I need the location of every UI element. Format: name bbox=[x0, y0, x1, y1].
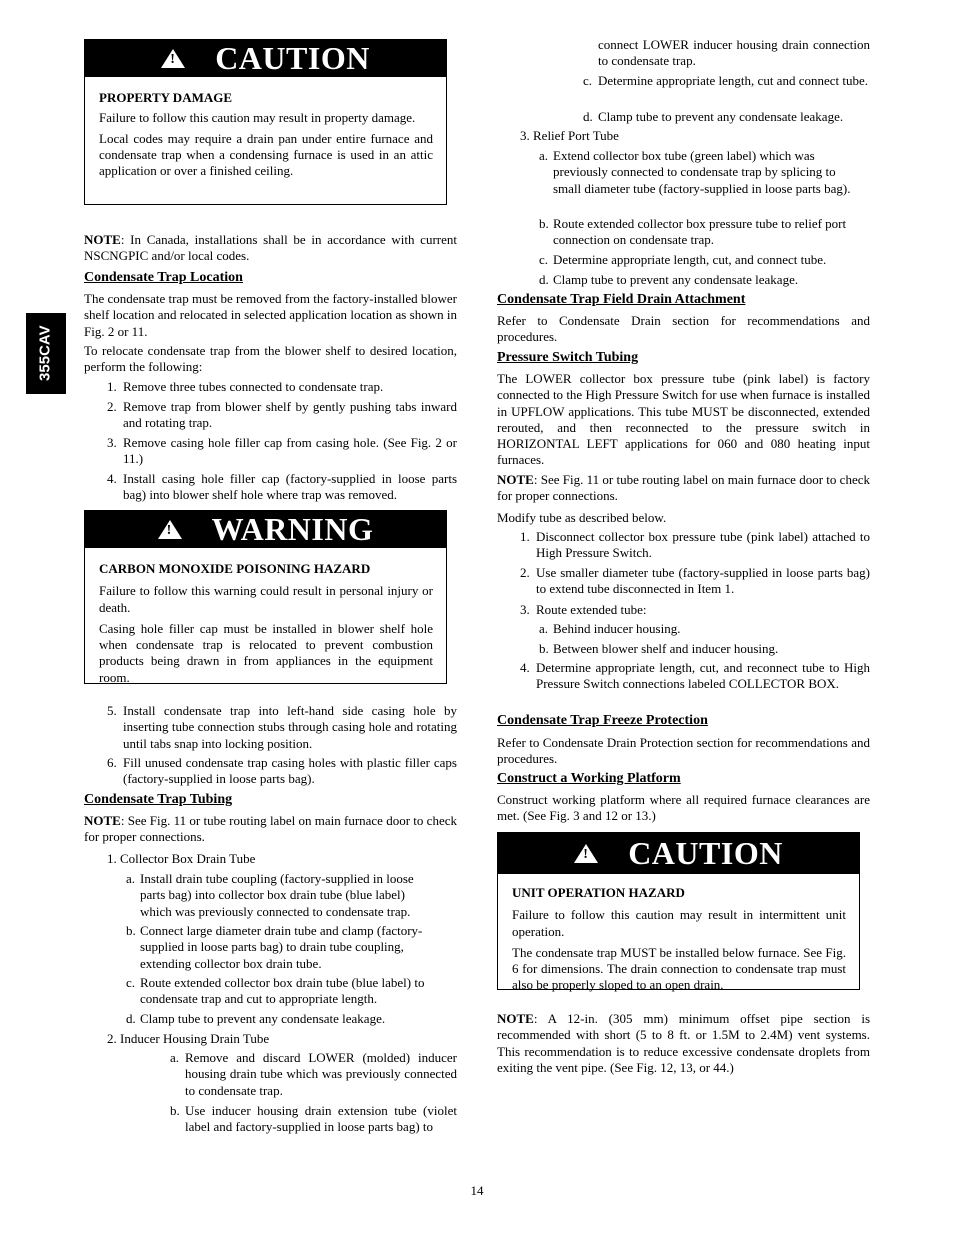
warning-triangle-icon bbox=[574, 844, 598, 863]
field-drain-para: Refer to Condensate Drain section for recommendations and procedures. bbox=[497, 313, 870, 345]
warning-triangle-icon bbox=[161, 49, 185, 68]
sub-item: d. Clamp tube to prevent any condensate leakage. bbox=[126, 1011, 386, 1026]
list-item: 5. Install condensate trap into left-hand side casing hole by inserting tube connection stubs through casing hole and rotating until tabs snap into locking position. bbox=[107, 703, 457, 751]
list-item-inducer-housing: 2. Inducer Housing Drain Tube bbox=[107, 1031, 270, 1046]
sub-item: b. Connect large diameter drain tube and clamp (factory-supplied in loose parts bag) to drain tube coupling, extending collector box drain tube. bbox=[126, 923, 423, 971]
note-vent: NOTE: A 12-in. (305 mm) minimum offset pipe section is recommended with short (5 to 8 ft. or 1.5M to 2.4M) vent systems. This recommendation is to reduce excessive condensate droplets from exiting the vent pipe. (See Fig. 12, 13, or 44.) bbox=[497, 1011, 870, 1075]
caution-text-1: Failure to follow this caution may result in intermittent unit operation. bbox=[512, 907, 846, 939]
caution-box-unit-operation bbox=[497, 832, 860, 993]
page-number: 14 bbox=[470, 1183, 484, 1198]
list-item-relief-port: 3. Relief Port Tube bbox=[520, 128, 619, 143]
freeze-para: Refer to Condensate Drain Protection section for recommendations and procedures. bbox=[497, 735, 870, 767]
warning-triangle-icon bbox=[158, 520, 182, 539]
modify-text: Modify tube as described below. bbox=[497, 510, 667, 525]
caution-bar: ! CAUTION bbox=[498, 833, 859, 874]
location-para-2: To relocate condensate trap from the blower shelf to desired location, perform the following: bbox=[84, 343, 457, 375]
sub-item: b. Route extended collector box pressure tube to relief port connection on condensate trap. bbox=[539, 216, 847, 248]
list-item: 1. Disconnect collector box pressure tube (pink label) attached to High Pressure Switch. bbox=[520, 529, 870, 561]
heading-pressure-switch: Pressure Switch Tubing bbox=[497, 350, 639, 365]
caution-text-1: Failure to follow this caution may result in property damage. bbox=[99, 110, 416, 126]
sub-item: b. Use inducer housing drain extension tube (violet label and factory-supplied in loose parts bag) to bbox=[170, 1103, 457, 1135]
heading-trap-location: Condensate Trap Location bbox=[84, 270, 243, 285]
sub-item: d. Clamp tube to prevent any condensate leakage. bbox=[539, 272, 799, 287]
list-item: 2. Remove trap from blower shelf by gently pushing tabs inward and rotating trap. bbox=[107, 399, 457, 431]
sub-item: c. Determine appropriate length, cut, and connect tube. bbox=[539, 252, 827, 267]
heading-trap-tubing: Condensate Trap Tubing bbox=[84, 792, 233, 807]
caution-subtitle: PROPERTY DAMAGE bbox=[99, 90, 233, 105]
warning-bar: ! WARNING bbox=[85, 511, 446, 548]
sub-item: a. Behind inducer housing. bbox=[539, 621, 681, 636]
warning-text-2: Casing hole filler cap must be installed in blower shelf hole when condensate trap is relocated to prevent combustion products being drawn in from appliances in the equipment room. bbox=[99, 620, 433, 685]
list-item: 3. Remove casing hole filler cap from casing hole. (See Fig. 2 or 11.) bbox=[107, 435, 457, 467]
sub-item: b. Between blower shelf and inducer housing. bbox=[539, 641, 779, 656]
warning-subtitle: CARBON MONOXIDE POISONING HAZARD bbox=[99, 561, 371, 576]
caution-subtitle: UNIT OPERATION HAZARD bbox=[512, 885, 685, 900]
platform-para: Construct working platform where all required furnace clearances are met. (See Fig. 3 and 12 or 13.) bbox=[497, 792, 870, 824]
list-item: 4. Install casing hole filler cap (factory-supplied in loose parts bag) into blower shelf hole where trap was removed. bbox=[107, 471, 457, 503]
list-item-collector-box: 1. Collector Box Drain Tube bbox=[107, 851, 256, 866]
location-para-1: The condensate trap must be removed from the factory-installed blower shelf location and relocated in selected application location as shown in Fig. 2 or 11. bbox=[84, 291, 457, 339]
sub-item: a. Install drain tube coupling (factory-supplied in loose parts bag) into collector box drain tube (blue label) which was previously connected to condensate trap. bbox=[126, 871, 414, 919]
sub-item: a. Extend collector box tube (green label) which was previously connected to condensate trap by splicing to small diameter tube (factory-supplied in loose parts bag). bbox=[539, 148, 851, 196]
side-tab: 355CAV bbox=[26, 313, 66, 394]
list-item: 1. Remove three tubes connected to condensate trap. bbox=[107, 379, 384, 394]
caution-text-2: Local codes may require a drain pan under entire furnace and condensate trap when a condensing furnace is used in an attic application or over a finished ceiling. bbox=[99, 130, 433, 179]
warning-text-1: Failure to follow this warning could result in personal injury or death. bbox=[99, 583, 433, 615]
caution-text-2: The condensate trap MUST be installed below furnace. See Fig. 6 for dimensions. The drain connection to condensate trap must also be properly sloped to an open drain. bbox=[512, 944, 846, 993]
heading-field-drain: Condensate Trap Field Drain Attachment bbox=[497, 292, 746, 307]
warning-box-co-hazard bbox=[84, 510, 447, 684]
list-item: 4. Determine appropriate length, cut, and reconnect tube to High Pressure Switch connections labeled COLLECTOR BOX. bbox=[520, 660, 870, 692]
note-pressure: NOTE: See Fig. 11 or tube routing label on main furnace door to check for proper connections. bbox=[497, 472, 870, 504]
note-tubing: NOTE: See Fig. 11 or tube routing label on main furnace door to check for proper connections. bbox=[84, 813, 457, 845]
pressure-switch-para: The LOWER collector box pressure tube (pink label) is factory connected to the High Pressure Switch for use when furnace is installed in UPFLOW applications. This tube MUST be disconnected, extended rerouted, and then reconnected to the pressure switch in HORIZONTAL LEFT applications for 060 and 080 heating input furnaces. bbox=[497, 371, 870, 468]
heading-freeze-protection: Condensate Trap Freeze Protection bbox=[497, 713, 708, 728]
caution-bar: ! CAUTION bbox=[85, 40, 446, 77]
list-item: 6. Fill unused condensate trap casing holes with plastic filler caps (factory-supplied in loose parts bag). bbox=[107, 755, 457, 787]
list-item: 2. Use smaller diameter tube (factory-supplied in loose parts bag) to extend tube disconnected in Item 1. bbox=[520, 565, 870, 597]
note-canada: NOTE: In Canada, installations shall be in accordance with current NSCNGPIC and/or local codes. bbox=[84, 232, 457, 264]
sub-item: c. Determine appropriate length, cut and connect tube. bbox=[583, 73, 869, 88]
sub-item: d. Clamp tube to prevent any condensate leakage. bbox=[583, 109, 844, 124]
caution-box-property-damage bbox=[84, 39, 447, 205]
list-item: 3. Route extended tube: bbox=[520, 602, 647, 617]
heading-working-platform: Construct a Working Platform bbox=[497, 771, 681, 786]
continued-text: connect LOWER inducer housing drain connection to condensate trap. bbox=[598, 37, 870, 69]
sub-item: c. Route extended collector box drain tube (blue label) to condensate trap and cut to appropriate length. bbox=[126, 975, 425, 1007]
sub-item: a. Remove and discard LOWER (molded) inducer housing drain tube which was previously connected to condensate trap. bbox=[170, 1050, 457, 1098]
